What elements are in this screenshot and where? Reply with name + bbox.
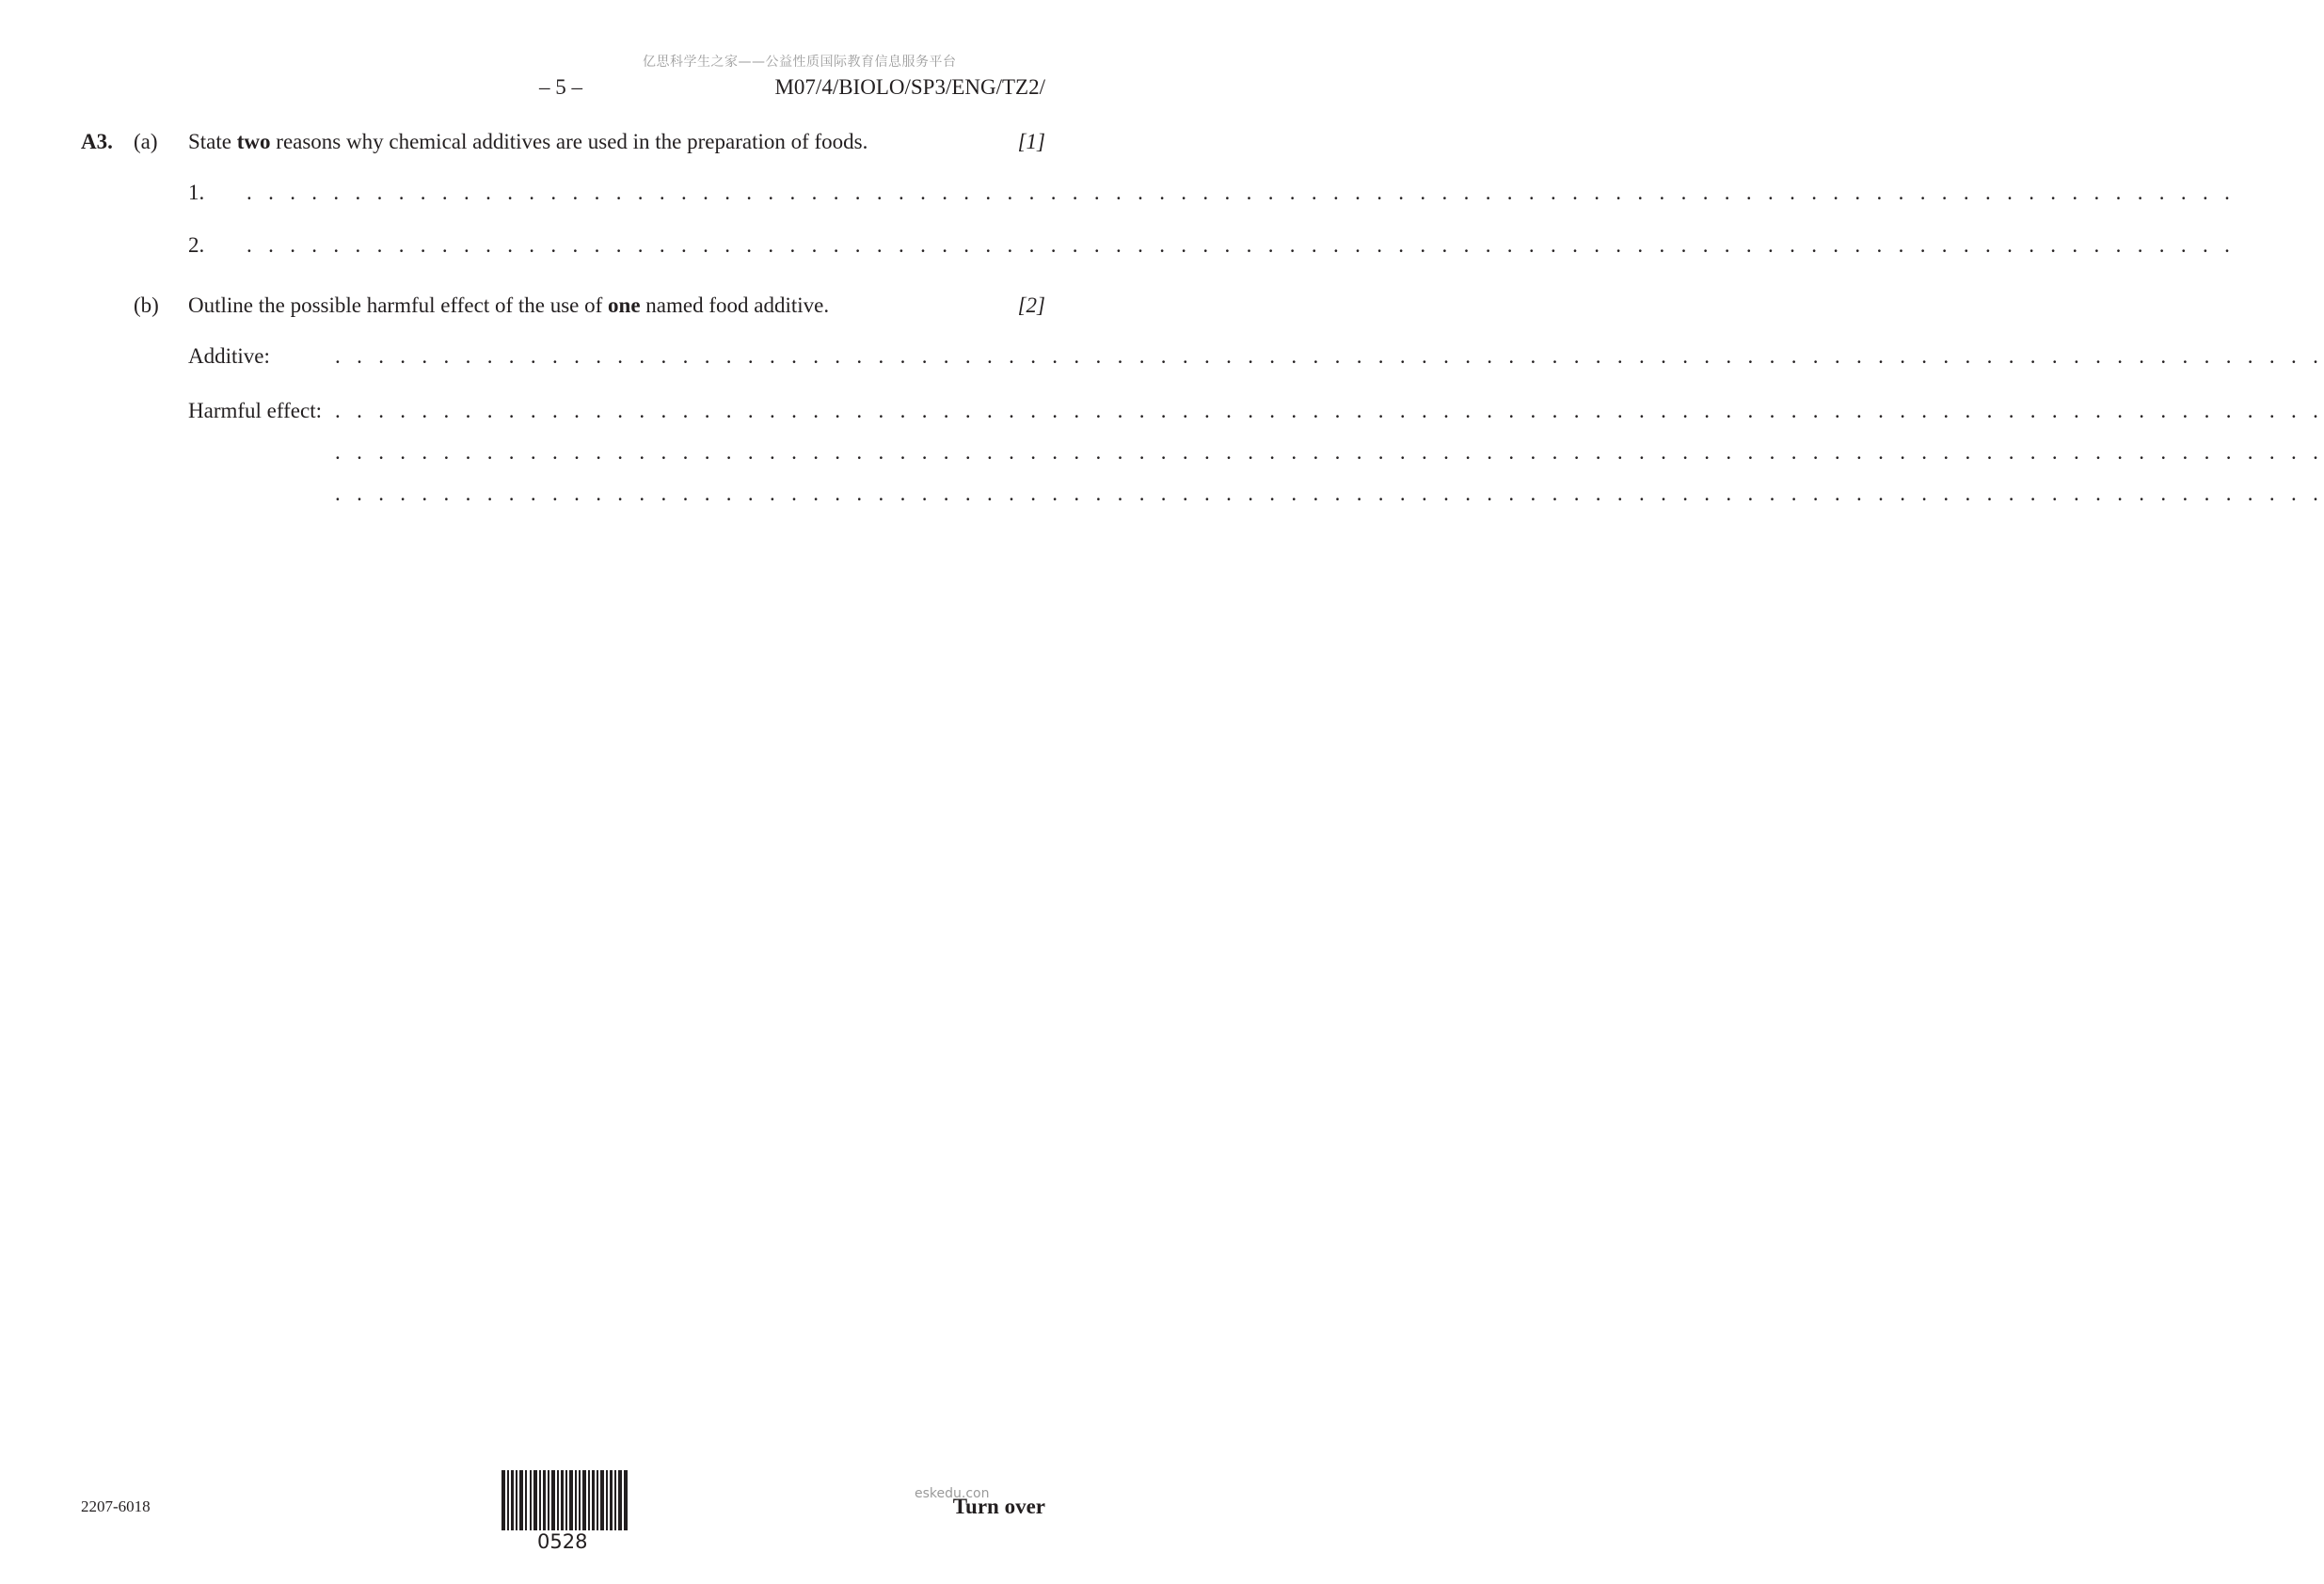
question-number: A3. — [81, 130, 113, 153]
answer-line-2-label: 2. — [188, 233, 205, 257]
part-a-text-end: reasons why chemical additives are used in the preparation of foods. — [270, 130, 868, 153]
barcode-number: 0528 — [537, 1530, 588, 1553]
answer-line-1-label: 1. — [188, 181, 205, 204]
paper-code: M07/4/BIOLO/SP3/ENG/TZ2/ — [774, 75, 1045, 99]
part-b-text-emphasis: one — [608, 293, 641, 317]
part-a-label: (a) — [134, 130, 158, 153]
harmful-effect-label: Harmful effect: — [188, 399, 322, 422]
additive-label: Additive: — [188, 344, 270, 368]
part-b-question-text — [188, 293, 829, 318]
turn-over-text: Turn over — [952, 1495, 1045, 1518]
part-b-text-start: Outline the possible harmful effect of the use of — [188, 293, 609, 317]
additive-answer-line[interactable]: . . . . . . . . . . . . . . . . . . . . . . . . . . . . . . . . . . . . . . . . . . . . . . . . . . . . . . . . . . . . . . . . . . . . . . . . . . . . . . . . . . . . . . . . . . . . — [335, 344, 2324, 368]
part-b-marks: [2] — [1017, 293, 1045, 317]
answer-line-2[interactable]: . . . . . . . . . . . . . . . . . . . . . . . . . . . . . . . . . . . . . . . . . . . . . . . . . . . . . . . . . . . . . . . . . . . . . . . . . . . . . . . . . . . . . . . . . . . . — [247, 233, 2236, 257]
watermark-footer: eskedu.con — [915, 1486, 990, 1501]
part-a-marks: [1] — [1017, 130, 1045, 153]
exam-code: 2207-6018 — [81, 1497, 151, 1515]
part-a-text-start: State — [188, 130, 237, 153]
part-a-question-text — [188, 130, 868, 154]
part-a-text-emphasis: two — [236, 130, 271, 153]
harmful-effect-line-3[interactable]: . . . . . . . . . . . . . . . . . . . . . . . . . . . . . . . . . . . . . . . . . . . . . . . . . . . . . . . . . . . . . . . . . . . . . . . . . . . . . . . . . . . . . . . . . . . . — [335, 482, 2324, 505]
watermark-header: 亿思科学生之家——公益性质国际教育信息服务平台 — [643, 55, 957, 70]
part-b-label: (b) — [134, 293, 159, 317]
part-b-text-end: named food additive. — [640, 293, 830, 317]
answer-line-1[interactable]: . . . . . . . . . . . . . . . . . . . . . . . . . . . . . . . . . . . . . . . . . . . . . . . . . . . . . . . . . . . . . . . . . . . . . . . . . . . . . . . . . . . . . . . . . . . . — [247, 181, 2236, 204]
barcode-icon — [501, 1470, 628, 1530]
page-number: – 5 – — [539, 75, 582, 99]
harmful-effect-line-2[interactable]: . . . . . . . . . . . . . . . . . . . . . . . . . . . . . . . . . . . . . . . . . . . . . . . . . . . . . . . . . . . . . . . . . . . . . . . . . . . . . . . . . . . . . . . . . . . . — [335, 440, 2324, 464]
harmful-effect-line-1[interactable]: . . . . . . . . . . . . . . . . . . . . . . . . . . . . . . . . . . . . . . . . . . . . . . . . . . . . . . . . . . . . . . . . . . . . . . . . . . . . . . . . . . . . . . . . . . . . — [335, 399, 2324, 422]
